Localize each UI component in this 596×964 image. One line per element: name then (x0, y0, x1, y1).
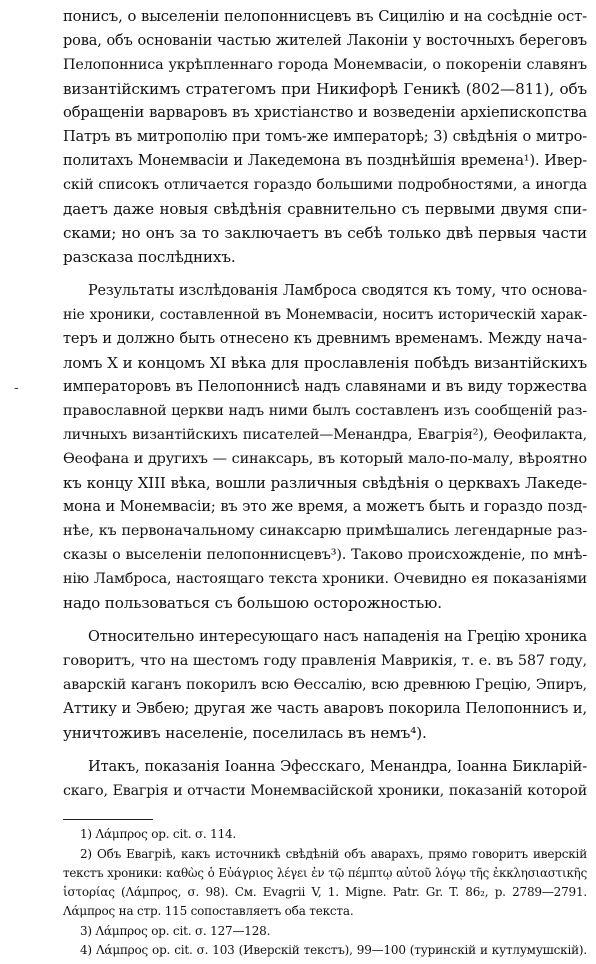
body-line: Патръ въ митрополію при томъ-же императорѣ; 3) свѣдѣнія о митро- (63, 129, 587, 145)
body-line: православной церкви надъ ними былъ составленъ изъ сообщеній раз- (63, 403, 587, 419)
body-line: сками; но онъ за то заключаетъ въ себѣ только двѣ первыя части (63, 224, 587, 242)
body-line: аварскій каганъ покорилъ всю Ѳессалію, всю древнюю Грецію, Эпиръ, (63, 677, 587, 693)
body-line: уничтоживъ населеніе, поселилась въ немъ⁴). (63, 724, 427, 742)
body-line: мона и Монемвасіи; въ это же время, а можетъ быть и гораздо позд- (63, 498, 587, 515)
body-line: разсказа послѣднихъ. (63, 248, 236, 266)
body-line: политахъ Монемвасіи и Лакедемона въ позднѣйшія времена¹). Ивер- (63, 153, 587, 169)
footnote: 3) Λάμπρος op. cit. σ. 127—128. (80, 924, 271, 938)
body-line: даетъ даже новыя свѣдѣнія сравнительно съ первыми двумя спи- (63, 200, 587, 218)
body-line: сказы о выселеніи пелопоннисцевъ³). Таково происхожденіе, по мнѣ- (63, 547, 587, 563)
body-line: рова, объ основаніи частью жителей Лаконіи у восточныхъ береговъ (63, 33, 587, 49)
body-line: нѣе, къ первоначальному синаксарю примѣшались легендарные раз- (63, 523, 587, 539)
body-line: ніе хроники, составленной въ Монемвасіи, носитъ историческій харак- (63, 307, 587, 323)
body-line: обращеніи варваровъ въ христіанство и возведеніи архіепископства (63, 104, 587, 121)
paragraph-start: Относительно интересующаго насъ нападенія на Грецію хроника (88, 629, 587, 645)
footnote-divider (63, 819, 153, 820)
body-line: говоритъ, что на шестомъ году правленія Маврикія, т. е. въ 587 году, (63, 653, 587, 669)
body-line: византійскимъ стратегомъ при Никифорѣ Геникѣ (802—811), объ (63, 80, 587, 98)
body-line: надо пользоваться съ большою осторожностью. (63, 594, 442, 612)
body-line: теръ и должно быть отнесено къ древнимъ временамъ. Между нача- (63, 331, 587, 347)
body-line: личныхъ византійскихъ писателей—Менандра, Евагрія²), Ѳеофилакта, (63, 427, 587, 443)
body-line: скій списокъ отличается гораздо большими подробностями, а иногда (63, 177, 587, 193)
body-line: Ѳеофана и другихъ — синаксарь, въ который мало-по-малу, вѣроятно (63, 451, 587, 467)
footnote-continuation: ἱστορίας (Λάμπρος, σ. 98). См. Evagrii V, 1. Migne. Patr. Gr. T. 86₂, p. 2789—2791. (63, 885, 587, 899)
margin-mark: - (14, 380, 19, 396)
body-line: Пелопонниса укрѣпленнаго города Монемвасіи, о покореніи славянъ (63, 57, 587, 73)
body-line: ломъ Х и концомъ XI вѣка для прославленія побѣдъ византійскихъ (63, 354, 587, 372)
body-line: нію Ламброса, настоящаго текста хроники. Очевидно ея показаніями (63, 571, 587, 587)
paragraph-start: Результаты изслѣдованія Ламброса сводятся къ тому, что основа- (88, 283, 587, 299)
body-line: понисъ, о выселеніи пелопоннисцевъ въ Сицилію и на сосѣдніе ост- (63, 8, 587, 25)
body-line: къ концу XIII вѣка, вошли различныя свѣдѣнія о церквахъ Лакеде- (63, 474, 587, 492)
body-line: скаго, Евагрія и отчасти Монемвасійской хроники, показаній которой (63, 783, 587, 799)
footnote: 4) Λάμπρος op. cit. σ. 103 (Иверскій текстъ), 99—100 (туринскій и кутлумушскій). (80, 943, 587, 957)
paragraph-start: Итакъ, показанія Іоанна Эфесскаго, Менандра, Іоанна Бикларій- (88, 758, 587, 775)
footnote: 2) Объ Евагріѣ, какъ источникѣ свѣдѣній объ аварахъ, прямо говоритъ иверскій (80, 847, 587, 861)
footnote-continuation: Λάμπρος на стр. 115 сопоставляетъ оба текста. (63, 904, 354, 918)
footnote-continuation: текстъ хроники: καθὼς ὁ Εὐάγριος λέγει ἐν τῷ πέμπτῳ αὐτοῦ λόγῳ τῆς ἐκκλησιαστικῆς (63, 866, 587, 880)
footnote: 1) Λάμπρος op. cit. σ. 114. (80, 827, 237, 841)
body-line: Аттику и Эвбею; другая же часть аваровъ покорила Пелопоннисъ и, (63, 700, 587, 717)
body-line: императоровъ въ Пелопоннисѣ надъ славянами и въ виду торжества (63, 379, 587, 395)
